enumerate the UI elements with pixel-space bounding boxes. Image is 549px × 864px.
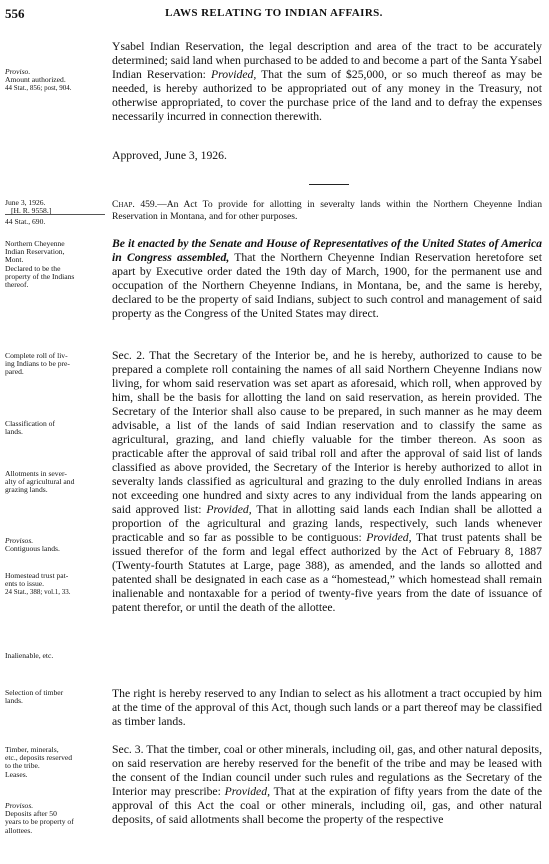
sidenote-bill: [H. R. 9558.] <box>11 207 52 216</box>
sidenote-line: Amount authorized. <box>5 76 66 85</box>
paragraph-timber-selection <box>112 687 542 729</box>
sidenote-line: Classification of <box>5 420 55 428</box>
section-rule <box>309 184 349 185</box>
sidenote-complete-roll <box>5 352 108 377</box>
sidenote-allotments <box>5 470 108 495</box>
sidenote-line: Homestead trust pat- <box>5 572 69 580</box>
sidenote-line: Inalienable, etc. <box>5 652 54 660</box>
page-header <box>5 6 543 22</box>
sidenote-deposits <box>5 802 108 835</box>
sidenote-line: Proviso. <box>5 68 31 76</box>
sidenote-line: etc., deposits reserved <box>5 754 73 763</box>
page-number: 556 <box>5 6 25 21</box>
sidenote-date-block <box>5 199 108 227</box>
sidenote-line: Leases. <box>5 770 28 779</box>
sidenote-line: pared. <box>5 368 24 377</box>
text-run: That the Northern Cheyenne Indian Reservation heretofore set apart by Executive order dated the 19th day of March, 1900, for the permanent use and occupation of the Northern Cheyenne Indians, in Montana, be, and the same is hereby, declared to be the property of said Indians, subject to such control and management of said property as the Congress of the United States may direct. <box>112 251 542 320</box>
text-run: Provided, <box>210 68 257 81</box>
sidenote-line: allottees. <box>5 826 33 835</box>
paragraph-santa-ysabel <box>112 40 542 124</box>
chapter-title: —An Act To provide for allotting in severalty lands within the Northern Cheyenne Indian Reservation in Montana, and for other purposes. <box>112 199 542 222</box>
sidenote-line: Contiguous lands. <box>5 545 60 554</box>
sidenote-line: Timber, minerals, <box>5 746 59 754</box>
sidenote-line: Declared to be the <box>5 264 61 273</box>
sidenote-line: Deposits after 50 <box>5 810 57 819</box>
sidenote-line: years to be property of <box>5 818 74 827</box>
text-run: Approved, June 3, 1926. <box>112 149 227 162</box>
sidenote-rule <box>5 214 105 215</box>
sidenote-line: grazing lands. <box>5 486 48 495</box>
sidenote-line: Northern Cheyenne <box>5 240 65 248</box>
paragraph-sec-3 <box>112 743 542 827</box>
text-run: That at the expiration of fifty years from the date of the approval of this Act the coal or other minerals, including oil, gas, and other natural deposits, of said allotments shall become the property of the respective <box>112 785 543 826</box>
text-run: The right is hereby reserved to any Indian to select as his allotment a tract occupied by him at the time of the approval of this Act, though such lands or a part thereof may be classified as timber lands. <box>112 687 542 728</box>
running-title: LAWS RELATING TO INDIAN AFFAIRS. <box>165 7 383 19</box>
chapter-label: Chap. 459. <box>112 199 158 210</box>
paragraph-sec-2 <box>112 349 542 615</box>
paragraph-enacting <box>112 237 542 321</box>
sidenote-line: property of the Indians <box>5 272 75 281</box>
sidenote-line: 24 Stat., 388; vol.1, 33. <box>5 588 71 597</box>
text-run: Sec. 2. That the Secretary of the Interior be, and he is hereby, authorized to cause to be prepared a complete roll containing the names of all said Northern Cheyenne Indians now living, for whom said reservation was set apart as aforesaid, which roll, when approved by him, shall be the basis for allotting the land on said reservation, as herein provided. The Secretary of the Interior shall also cause to be prepared, in such manner as he may deem advisable, a list of the lands of said Indian reservation and to classify the same as agricultural, grazing, and land chiefly valuable for the timber thereon. As soon as practicable after the approval of said tribal roll and after the approval of said list of lands classified as above provided, the Secretary of the Interior is hereby authorized to allot in severalty lands classified as agricultural and grazing to the duly enrolled Indians in areas not exceeding one hundred and sixty acres to any individual from the lands appearing on said approved list: <box>112 349 542 516</box>
sidenote-line: lands. <box>5 697 23 706</box>
sidenote-line: to the tribe. <box>5 762 40 771</box>
sidenote-line: Provisos. <box>5 802 34 810</box>
sidenote-line: Indian Reservation, <box>5 248 65 257</box>
text-run: Sec. 3. That the timber, coal or other minerals, including oil, gas, and other natural deposits, on said reservation are hereby reserved for the benefit of the tribe and may be leased with the consent of the Indian council under such rules and regulations as the Secretary of the Interior may prescribe: <box>112 743 542 798</box>
sidenote-timber-selection <box>5 689 108 705</box>
sidenote-line: ing Indians to be pre- <box>5 360 70 369</box>
chapter-heading <box>112 199 542 223</box>
sidenote-line: ents to issue. <box>5 580 45 589</box>
sidenote-line: lands. <box>5 428 23 437</box>
sidenote-stat: 44 Stat., 690. <box>5 218 46 227</box>
sidenote-line: 44 Stat., 856; post, 904. <box>5 84 72 93</box>
sidenote-line: Provisos. <box>5 537 34 545</box>
sidenote-date: June 3, 1926. <box>5 199 46 207</box>
sidenote-line: thereof. <box>5 281 29 290</box>
text-run: That trust patents shall be issued therefor of the form and legal effect authorized by the Act of February 8, 1887 (Twenty-fourth Statutes at Large, page 388), as amended, and the lands so allotted and patented shall be designated in each case as a “homestead,” which homestead shall remain inalienable and nontaxable for a period of twenty-five years from the date of issuance of patent therefor, or until the death of the allottee. <box>112 531 542 614</box>
sidenote-homestead <box>5 572 108 597</box>
sidenote-line: Mont. <box>5 256 24 265</box>
text-run: That in allotting said lands each Indian shall be allotted a proportion of the agricultural and grazing lands, respectively, such lands whenever practicable and so far as possible to be contiguous: <box>112 503 542 544</box>
text-run: Ysabel Indian Reservation, the legal description and area of the tract to be accurately determined; said land when purchased to be added to and become a part of the Santa Ysabel Indian Reservation: <box>112 40 542 81</box>
sidenote-line: Allotments in sever- <box>5 470 67 478</box>
text-run: Provided, <box>224 785 271 798</box>
text-run: That the sum of $25,000, or so much thereof as may be needed, is hereby authorized to be appropriated out of any money in the Treasury, not otherwise appropriated, to cover the purchase price of the land and to defray the expenses necessarily incurred in connection therewith. <box>112 68 543 123</box>
sidenote-inalienable <box>5 652 108 660</box>
sidenote-northern-cheyenne <box>5 240 108 289</box>
enacting-clause: Be it enacted by the Senate and House of Representatives of the United States of America in Congress assembled, <box>112 237 542 264</box>
sidenote-timber-minerals <box>5 746 108 779</box>
sidenote-line: Complete roll of liv- <box>5 352 68 360</box>
approved-line <box>112 149 542 163</box>
sidenote-line: Selection of timber <box>5 689 64 697</box>
text-run: Provided, <box>206 503 252 516</box>
sidenote-classification <box>5 420 108 436</box>
text-run: Provided, <box>366 531 412 544</box>
sidenote-line: alty of agricultural and <box>5 478 75 487</box>
sidenote-proviso-amount <box>5 68 108 93</box>
sidenote-contiguous <box>5 537 108 553</box>
